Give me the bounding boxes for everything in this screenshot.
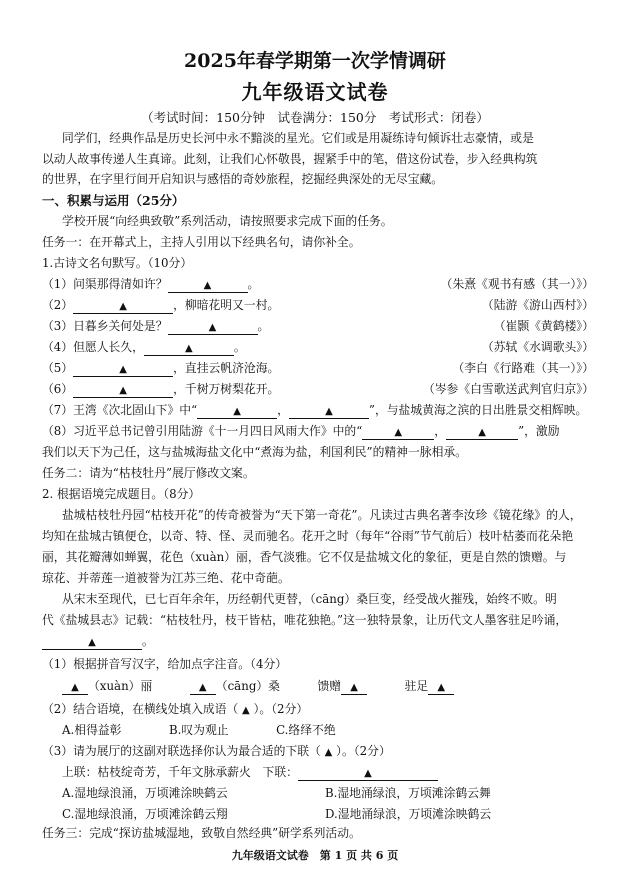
answer-blank[interactable]: ▲ [437,682,446,693]
couplet-row: 上联：枯枝绽奇芳，千年文脉承薪火 下联： ▲ [62,765,438,781]
question-heading: 1.古诗文名句默写。（10分） [42,256,193,270]
option[interactable]: B.叹为观止 [168,723,229,737]
option-row [62,723,336,737]
answer-blank[interactable]: ▲ [324,747,333,758]
answer-blank[interactable]: ▲ [71,682,79,693]
recitation-item: （1）问渠那得清如许？ ▲ 。 [42,277,260,291]
task-heading: 任务三：完成“探访盐城湿地，致敬自然经典”研学系列活动。 [42,826,361,840]
recitation-source: （崔颢《黄鹤楼》） [493,319,594,333]
exam-title: 2025年春学期第一次学情调研 [184,50,446,72]
option[interactable]: B.湿地涌绿浪，万顷滩涂鹤云舞 [325,786,491,800]
task-heading: 任务一：在开幕式上，主持人引用以下经典名句，请你补全。 [42,235,361,249]
answer-blank[interactable]: ▲ [364,768,372,779]
recitation-item-cont: 我们以天下为己任，这与盐城海盐文化中“煮海为盐，利国利民”的精神一脉相承。 [42,445,467,459]
answer-blank[interactable]: ▲ [203,280,212,291]
answer-blank[interactable]: ▲ [119,301,127,312]
answer-blank[interactable]: ▲ [185,343,193,354]
recitation-item: （3）日暮乡关何处是？ ▲ 。 [42,319,270,333]
section-title: 一、积累与运用（25分） [42,193,185,208]
answer-blank[interactable]: ▲ [325,406,333,417]
answer-blank[interactable]: ▲ [119,364,127,375]
passage-line: 从宋末至现代，已七百年余年，历经朝代更替，（cāng）桑巨变，经受战火摧残，始终不败。明 [62,592,557,606]
option[interactable]: C.湿地绿浪涌，万顷滩涂鹤云翔 [62,807,228,821]
recitation-source: （陆游《游山西村》） [481,298,594,312]
subquestion: （1）根据拼音写汉字，给加点字注音。（4分） [42,657,288,671]
question-heading: 2. 根据语境完成题目。（8分） [42,487,201,501]
recitation-source: （苏轼《水调歌头》） [481,340,594,354]
answer-blank[interactable]: ▲ [88,637,96,648]
intro-line: 的世界，在字里行间开启知识与感悟的奇妙旅程，挖掘经典深处的无尽宝藏。 [42,172,444,186]
recitation-source: （李白《行路难（其一）》） [452,361,594,375]
option[interactable]: C.络绎不绝 [276,723,336,737]
answer-blank[interactable]: ▲ [350,682,358,693]
intro-line: 同学们，经典作品是历史长河中永不黯淡的星光。它们或是用凝练诗句倾诉壮志豪情，或是 [62,131,534,145]
answer-blank[interactable]: ▲ [233,406,241,417]
section-lead: 学校开展“向经典致敬”系列活动，请按照要求完成下面的任务。 [62,214,393,228]
answer-blank[interactable]: ▲ [198,682,207,693]
answer-blank[interactable]: ▲ [242,705,250,716]
pinyin-row: ▲ （xuàn）丽 ▲ （cāng）桑 馈赠 ▲ 驻足 ▲ [62,679,454,695]
subquestion: （2）结合语境，在横线处填入成语（ ▲ ）。（2分） [42,702,309,716]
answer-blank[interactable]: ▲ [394,427,403,438]
recitation-item: （8）习近平总书记曾引用陆游《十一月四日风雨大作》中的“ ▲ ， ▲ ”，激励 [42,424,560,438]
recitation-item: （6） ▲ ，千树万树梨花开。 [42,382,280,396]
recitation-item: （7）王湾《次北固山下》中“ ▲ ， ▲ ”，与盐城黄海之滨的日出胜景交相辉映。 [42,403,588,417]
passage-line: 盐城枯枝牡丹园“枯枝开花”的传奇被誉为“天下第一奇花”。凡读过古典名著李汝珍《镜花缘》的人， [62,508,582,522]
intro-line: 以动人故事传递人生真谛。此刻，让我们心怀敬畏，握紧手中的笔，借这份试卷，步入经典构筑 [42,152,538,166]
recitation-item: （2） ▲ ，柳暗花明又一村。 [42,298,280,312]
passage-line: ▲ 。 [42,634,154,650]
recitation-source: （岑参《白雪歌送武判官归京》） [422,382,594,396]
option[interactable]: A.相得益彰 [62,723,122,737]
subquestion: （3）请为展厅的这副对联选择你认为最合适的下联（ ▲ ）。（2分） [42,744,391,758]
exam-subtitle: 九年级语文试卷 [241,80,389,104]
recitation-item: （5） ▲ ，直挂云帆济沧海。 [42,361,280,375]
passage-line: 琼花、并蒂莲一道被誉为江苏三绝、花中奇葩。 [42,571,290,585]
passage-line: 代《盐城县志》记载：“枯枝牡丹，枝干皆枯，唯花独艳。”这一独特景象，让历代文人墨客驻足吟诵， [42,613,568,627]
passage-line: 均知在盐城古镇便仓，以奇、特、怪、灵而驰名。花开之时（每年“谷雨”节气前后）枝叶枯萎而花朵艳 [42,529,574,543]
answer-blank[interactable]: ▲ [208,322,217,333]
task-heading: 任务二：请为“枯枝牡丹”展厅修改文案。 [42,466,255,480]
recitation-item: （4）但愿人长久， ▲ 。 [42,340,246,354]
passage-line: 丽，其花瓣薄如蝉翼，花色（xuàn）丽，香气淡雅。它不仅是盐城文化的象征，更是自然的馈赠。与 [42,550,567,564]
exam-meta: （考试时间：150分钟 试卷满分：150分 考试形式：闭卷） [141,110,489,125]
option[interactable]: A.湿地绿浪涌，万顷滩涂映鹤云 [62,786,228,800]
page-footer: 九年级语文试卷 第 1 页 共 6 页 [231,849,399,862]
recitation-source: （朱熹《观书有感（其一）》） [440,277,594,291]
answer-blank[interactable]: ▲ [478,427,486,438]
answer-blank[interactable]: ▲ [119,385,127,396]
option[interactable]: D.湿地涌绿浪，万顷滩涂映鹤云 [325,807,492,821]
